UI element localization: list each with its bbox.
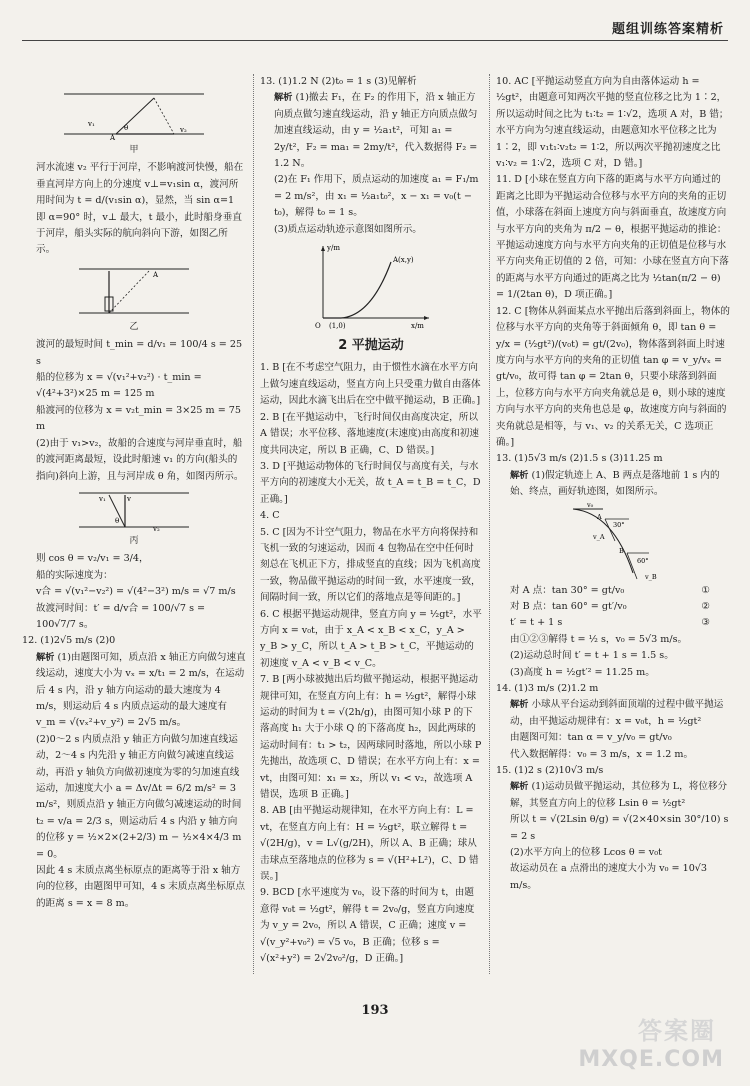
- section-title: 2 平抛运动: [338, 338, 404, 354]
- caption-jia: 甲: [129, 145, 139, 155]
- page-number: 193: [361, 1003, 389, 1018]
- running-header: 题组训练答案精析: [611, 22, 724, 37]
- q13-head: 13. (1)1.2 N (2)t₀ = 1 s (3)见解析: [260, 76, 417, 87]
- label-v1: v₁: [88, 120, 95, 128]
- eq-3: t′ = t + 1 s: [510, 617, 563, 629]
- eq-1-num: ①: [701, 584, 710, 596]
- item-8: 8. AB [由平抛运动规律知，在水平方向上有：L = vt，在竖直方向上有：H = ½gt²，联立解得 t = √(2H/g)，v = L√(g/2H)，所以 A、B 正确；球从击球点至落地点的位移为 s = √(H²+L²)，C、D 错误。]: [260, 805, 479, 883]
- eq-1: 对 A 点：tan 30° = gt/v₀: [510, 584, 625, 596]
- item-12: 12. C [物体从斜面某点水平抛出后落到斜面上，物体的位移与水平方向的夹角等于斜面倾角 θ，即 tan θ = y/x = (½gt²)/(v₀t) = gt/(2v₀)，物体落到斜面上时速度方向与水平方向的夹角的正切值 tan φ = v_y/vₓ = gt/v₀，故可得 tan φ = 2tan θ，只要小球落到斜面上，位移方向与水平方向夹角就总是 θ，则小球的速度方向与水平方向的夹角也总是 φ，故速度方向与斜面的夹角就总是相等，与 v₁、v₂ 的关系无关，C 选项正确。]: [496, 305, 730, 448]
- q12-body: (1)由题图可知，质点沿 x 轴正方向做匀速直线运动，速度大小为 vₓ = x/t₁ = 2 m/s，在运动后 4 s 内，沿 y 轴方向运动的最大速度为 4 m/s，则运动后 4 s 内质点运动的最大速度有 v_m = √(vₓ²+v_y²) = 2√5 m/s。: [36, 651, 246, 729]
- item-1: 1. B [在不考虑空气阻力，由于惯性水滴在水平方向上做匀速直线运动，竖直方向上只受重力做自由落体运动，因此水滴飞出后在空中做平抛运动，B 正确。]: [260, 362, 481, 407]
- column-divider-1: [253, 74, 254, 974]
- graph-origin: O: [315, 322, 321, 331]
- graph-point: A(x,y): [393, 256, 414, 265]
- fig-label-B: B: [619, 546, 624, 555]
- q13b-body: (1)假定轨迹上 A、B 两点是落地前 1 s 内的始、终点，画好轨迹图，如图所示。: [510, 469, 720, 498]
- column-middle: [260, 74, 482, 1054]
- figure-bing: [69, 487, 199, 533]
- column-right: [496, 74, 730, 1054]
- para-2: 渡河的最短时间 t_min = d/v₁ = 100/4 s = 25 s: [36, 339, 243, 367]
- para-3: 船的位移为 x = √(v₁²+v₂²) · t_min = √(4²+3²)×25 m = 125 m: [36, 372, 202, 400]
- fig-label-vA: v_A: [593, 532, 605, 541]
- q13b-head: 13. (1)5√3 m/s (2)1.5 s (3)11.25 m: [496, 453, 663, 465]
- label-A2: A: [153, 270, 159, 279]
- q13-body3: (3)质点运动轨迹示意图如图所示。: [274, 223, 422, 235]
- q14-body3: 代入数据解得：v₀ = 3 m/s，x = 1.2 m。: [510, 748, 694, 760]
- column-divider-2: [489, 74, 490, 974]
- label-v: v: [127, 494, 131, 503]
- q15-label: 解析: [510, 781, 529, 793]
- para-7: 船的实际速度为：: [36, 569, 113, 581]
- item-9: 9. BCD [水平速度为 v₀，设下落的时间为 t，由题意得 v₀t = ½gt²，解得 t = 2v₀/g，竖直方向速度为 v_y = 2v₀，所以 A 错误，C 正确；速度 v = √(v_y²+v₀²) = √5 v₀，B 正确；位移 s = √(x²+y²) = 2√2v₀²/g，D 正确。]: [260, 887, 475, 965]
- para-6: 则 cos θ = v₂/v₁ = 3/4，: [36, 553, 149, 565]
- label-v2: v₂: [180, 126, 187, 134]
- q15-head: 15. (1)2 s (2)10√3 m/s: [496, 765, 604, 777]
- para-1: 河水流速 v₂ 平行于河岸，不影响渡河快慢，船在垂直河岸方向上的分速度 v⊥=v₁sin α，渡河所用时间为 t = d/(v₁sin α)，显然，当 sin α=1 即 α=90° 时，v⊥ 最大，t 最小，此时船身垂直于河岸，船头实际的航向斜向下游，如图乙所示。: [36, 162, 244, 256]
- label-v2b: v₂: [153, 524, 160, 533]
- eq-3-num: ③: [701, 617, 710, 629]
- fig-label-30: 30°: [613, 520, 625, 529]
- q13-body2: (2)在 F₁ 作用下，质点运动的加速度 a₁ = F₁/m = 2 m/s²，由 x₁ = ½a₁t₀²，x − x₁ = v₀(t − t₀)，解得 t₀ = 1 s。: [274, 174, 479, 219]
- q13b-r3: (3)高度 h = ½gt′² = 11.25 m。: [510, 666, 655, 678]
- fig-label-v0: v₀: [587, 502, 594, 509]
- item-4: 4. C: [260, 510, 280, 522]
- label-A: A: [110, 134, 116, 142]
- q12-label: 解析: [36, 651, 55, 663]
- graph-start: (1,0): [329, 322, 346, 331]
- q14-head: 14. (1)3 m/s (2)1.2 m: [496, 683, 599, 694]
- q14-body: 小球从平台运动到斜面顶端的过程中做平抛运动，由平抛运动规律有：x = v₀t，h = ½gt²: [510, 699, 724, 727]
- q13b-r1: 由①②③解得 t = ½ s，v₀ = 5√3 m/s。: [510, 633, 688, 645]
- q13-label: 解析: [274, 92, 293, 104]
- q15-body2: 所以 t = √(2Lsin θ/g) = √(2×40×sin 30°/10) s = 2 s: [510, 814, 729, 842]
- graph-y-label: y/m: [327, 244, 340, 253]
- q12-body2: (2)0～2 s 内质点沿 y 轴正方向做匀加速直线运动，2～4 s 内先沿 y 轴正方向做匀减速直线运动，再沿 y 轴负方向做初速度为零的匀加速直线运动，加速度大小 a = Δv/Δt = 6/2 m/s² = 3 m/s²，则质点沿 y 轴正方向做匀减速运动的时间 t₂ = v/a = 2/3 s，则运动后 4 s 内沿 y 轴方向的位移 y = ½×2×(2+2/3) m − ½×4×4/3 m = 0。: [36, 733, 242, 860]
- para-4: 船渡河的位移为 x = v₂t_min = 3×25 m = 75 m: [36, 404, 241, 433]
- q15-body: (1)运动员做平抛运动，其位移为 L，将位移分解，其竖直方向上的位移 Lsin θ = ½gt²: [510, 781, 728, 809]
- q12-body3: 因此 4 s 末质点离坐标原点的距离等于沿 x 轴方向的位移，由题图甲可知，4 s 末质点离坐标原点的距离 s = x = 8 m。: [36, 865, 246, 909]
- q14-body2: 由题图可知：tan α = v_y/v₀ = gt/v₀: [510, 732, 672, 744]
- item-5: 5. C [因为不计空气阻力，物品在水平方向将保持和飞机一致的匀速运动，因而 4 包物品在空中任何时刻总在飞机正下方，排成竖直的直线；因为飞机高度一致，物品做平抛运动的时间一致，水平速度一致，间隔时间一致，所以它们的落地点是等间距的。]: [260, 526, 481, 604]
- q12-head: 12. (1)2√5 m/s (2)0: [22, 635, 116, 647]
- para-5: (2)由于 v₁>v₂，故船的合速度与河岸垂直时，船的渡河距离最短，设此时船速 v₁ 的方向(船头的指向)斜向上游，且与河岸成 θ 角，如图丙所示。: [36, 437, 244, 482]
- label-thetab: θ: [115, 516, 120, 525]
- caption-yi: 乙: [129, 321, 139, 332]
- label-theta: θ: [124, 124, 129, 132]
- q15-body4: 故运动员在 a 点滑出的速度大小为 v₀ = 10√3 m/s。: [510, 863, 708, 891]
- watermark-top: 答案圈: [638, 1017, 716, 1045]
- q15-body3: (2)水平方向上的位移 Lcos θ = v₀t: [510, 847, 662, 859]
- q13-body: (1)撤去 F₁，在 F₂ 的作用下，沿 x 轴正方向质点做匀速直线运动，沿 y 轴正方向质点做匀加速直线运动，由 y = ½a₁t²，可知 a₁ = 2y/t²，F₂ = ma₁ = 2my/t²，代入数据得 F₂ = 1.2 N。: [274, 92, 478, 170]
- item-3: 3. D [平抛运动物体的飞行时间仅与高度有关，与水平方向的初速度大小无关，故 t_A = t_B = t_C，D 正确。]: [260, 460, 481, 505]
- column-left: [22, 74, 246, 1054]
- item-6: 6. C 根据平抛运动规律，竖直方向 y = ½gt²，水平方向 x = v₀t，由于 x_A < x_B < x_C，y_A > y_B > y_C，所以 t_A > t_B > t_C，平抛运动的初速度 v_A < v_B < v_C。: [260, 608, 482, 669]
- para-9: 故渡河时间：t′ = d/v合 = 100/√7 s = 100√7/7 s。: [36, 602, 206, 630]
- item-11: 11. D [小球在竖直方向下落的距离与水平方向通过的距离之比即为平抛运动合位移与水平方向的夹角的正切值，小球落在斜面上速度方向与斜面垂直，故速度方向与水平方向的夹角为 π/2 − θ，根据平抛运动的推论：平抛运动速度方向与水平方向夹角的正切值是位移与水平方向夹角正切值的 2 倍，可知：小球在竖直方向下落的距离与水平方向通过的距离之比为 ½tan(π/2 − θ) = 1/(2tan θ)，D 项正确。]: [496, 174, 729, 301]
- caption-bing: 丙: [129, 535, 139, 546]
- q13b-r2: (2)运动总时间 t′ = t + 1 s = 1.5 s。: [510, 650, 674, 662]
- fig-label-60: 60°: [637, 556, 649, 565]
- eq-2-num: ②: [701, 600, 710, 612]
- eq-2: 对 B 点：tan 60° = gt′/v₀: [510, 600, 627, 612]
- figure-yi: [69, 261, 199, 319]
- q14-label: 解析: [510, 699, 529, 711]
- figure-trajectory-ab: [553, 503, 673, 583]
- figure-jia: [54, 76, 214, 142]
- fig-label-vB: v_B: [645, 572, 657, 581]
- watermark-bottom: MXQE.COM: [578, 1047, 724, 1072]
- item-2: 2. B [在平抛运动中，飞行时间仅由高度决定，所以 A 错误；水平位移、落地速度(末速度)由高度和初速度共同决定，所以 B 正确，C、D 错误。]: [260, 411, 479, 456]
- item-7: 7. B [两小球被抛出后均做平抛运动，根据平抛运动规律可知，在竖直方向上有：h = ½gt²，解得小球运动的时间为 t = √(2h/g)，由图可知小球 P 的下落高度 h₁ 大于小球 Q 的下落高度 h₂，因此两球的运动时间有：t₁ > t₂，因两球同时落地，所以小球 P 先抛出，故选项 C、D 错误；在水平方向上有：x = vt，由图可知：x₁ = x₂，所以 v₁ < v₂，故选项 A 错误，选项 B 正确。]: [260, 674, 482, 801]
- graph-x-label: x/m: [411, 322, 424, 331]
- label-v1b: v₁: [99, 494, 106, 503]
- header-rule: [22, 40, 728, 41]
- q13b-label: 解析: [510, 469, 529, 481]
- trajectory-graph: [301, 240, 441, 332]
- para-8: v合 = √(v₁²−v₂²) = √(4²−3²) m/s = √7 m/s: [36, 586, 236, 598]
- item-10: 10. AC [平抛运动竖直方向为自由落体运动 h = ½gt²，由题意可知两次平抛的竖直位移之比为 1∶2，所以运动时间之比为 t₁∶t₂ = 1∶√2，选项 A 对，B 错；水平方向为匀速直线运动，由题意知水平位移之比为 1∶2，即 v₁t₁∶v₂t₂ = 1∶2，所以两次平抛初速度之比 v₁∶v₂ = 1∶√2，选项 C 对，D 错。]: [496, 76, 729, 170]
- fig-label-A: A: [597, 512, 602, 521]
